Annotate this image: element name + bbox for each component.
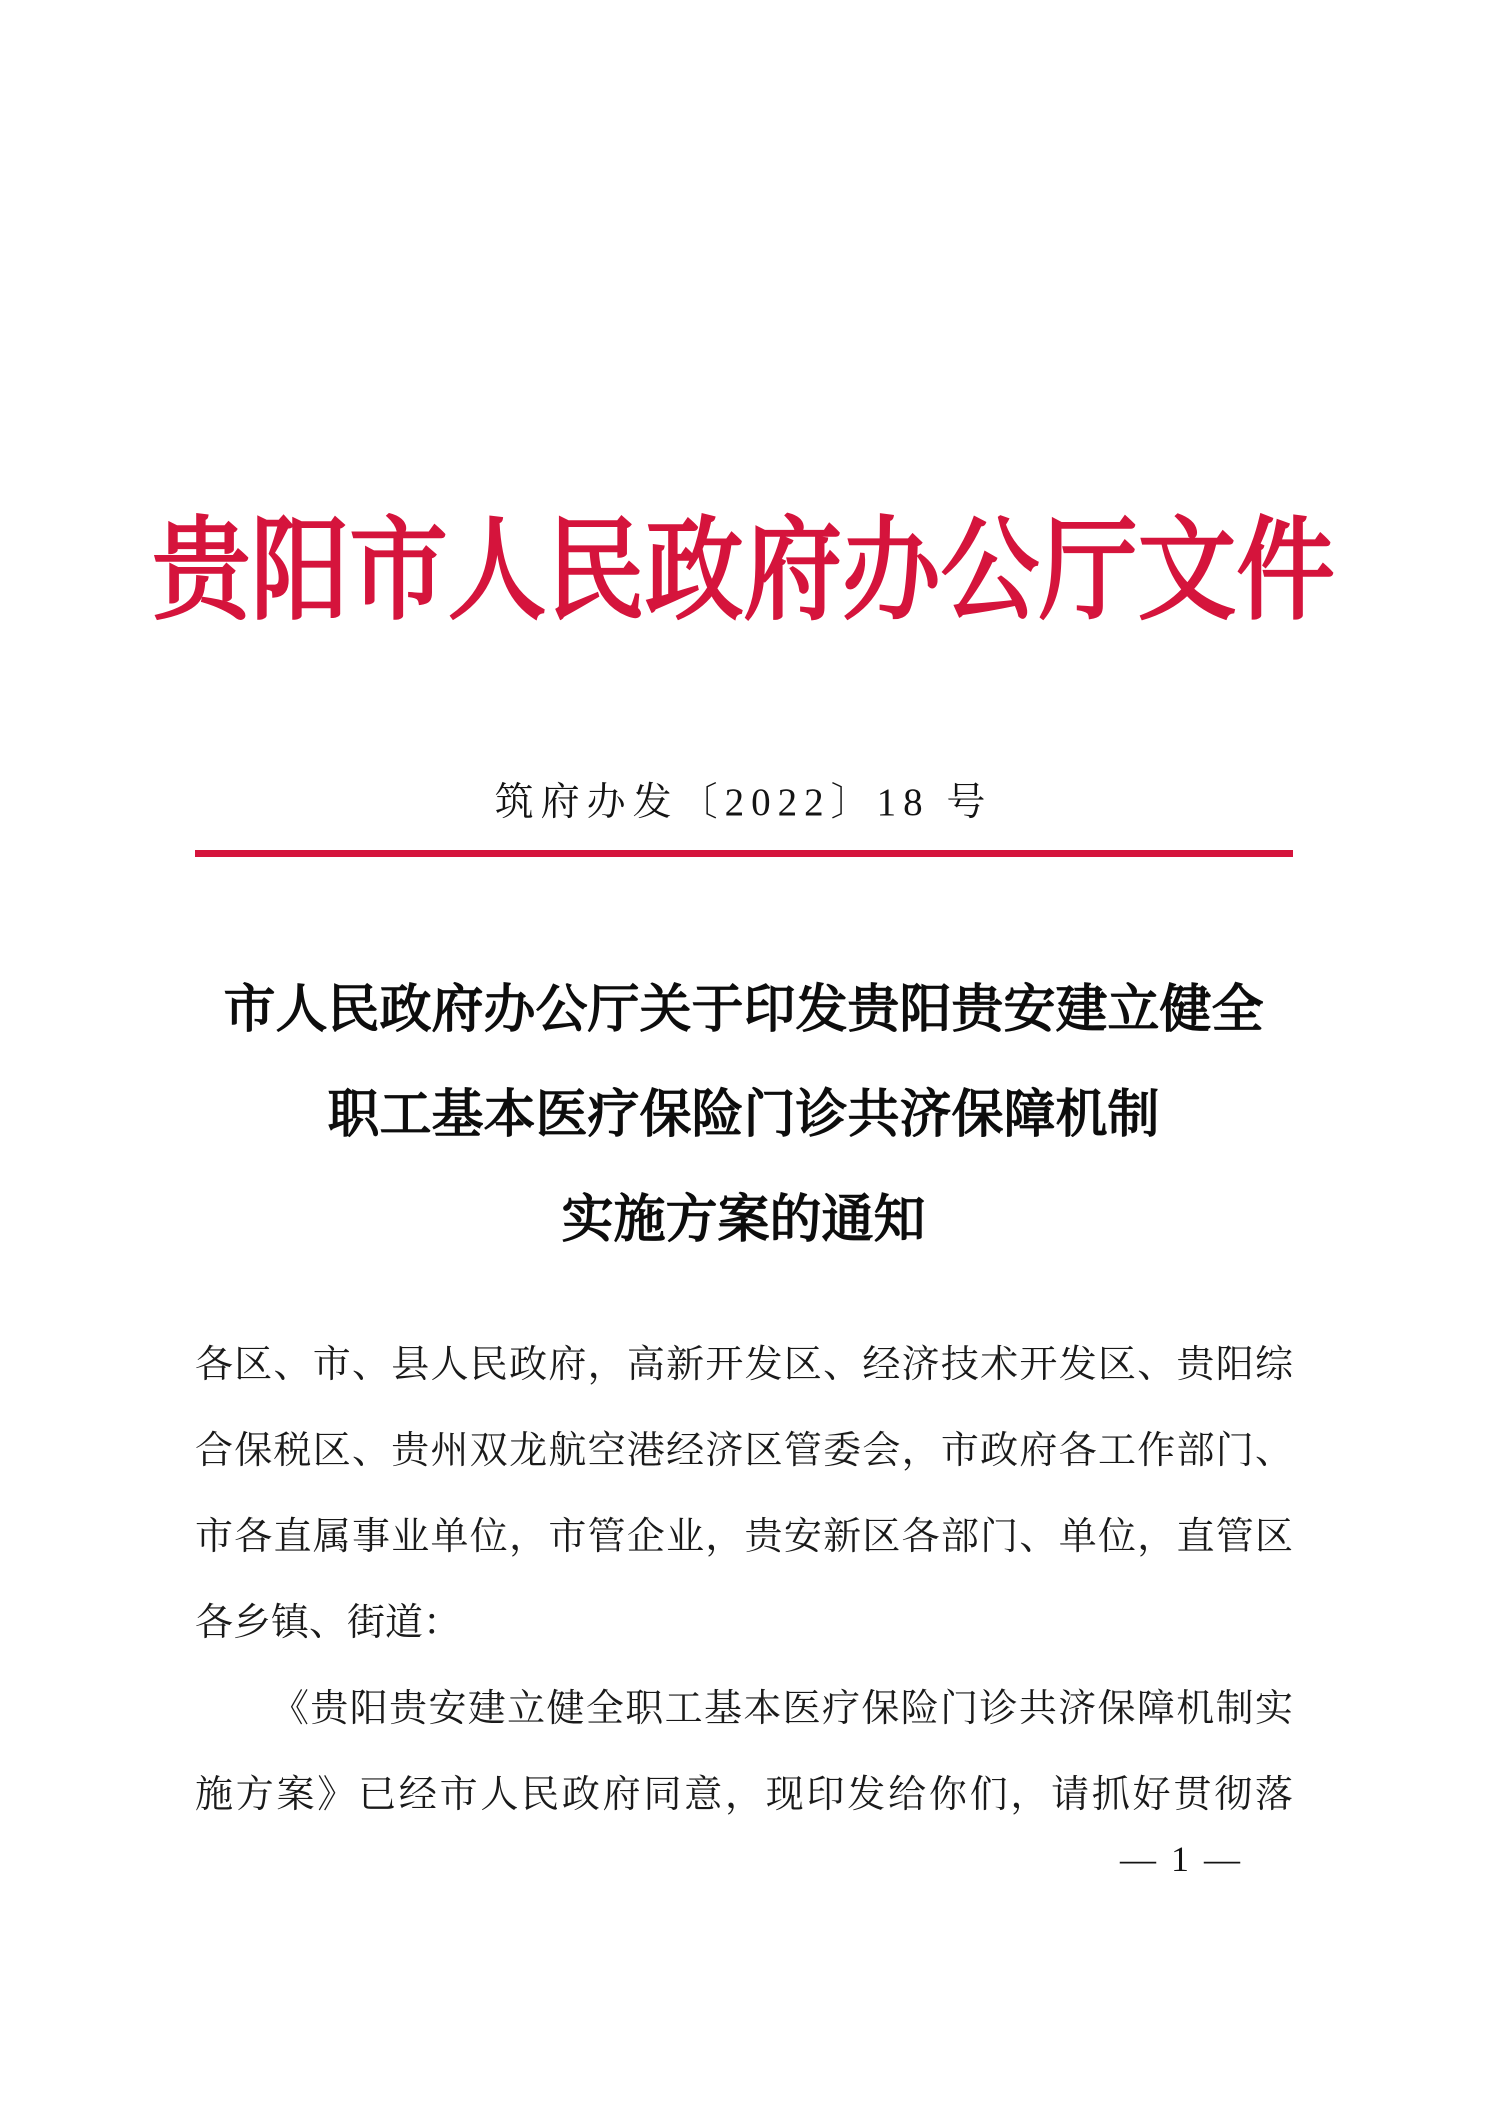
body-line-recipients-4: 各乡镇、街道： bbox=[195, 1602, 462, 1644]
letterhead-org-title: 贵阳市人民政府办公厅文件 bbox=[152, 510, 1335, 634]
document-title-line-1: 市人民政府办公厅关于印发贵阳贵安建立健全 bbox=[223, 982, 1264, 1039]
body-line-recipients-1: 各区、市、县人民政府，高新开发区、经济技术开发区、贵阳综 bbox=[195, 1344, 1293, 1386]
document-title-line-2: 职工基本医疗保险门诊共济保障机制 bbox=[327, 1087, 1160, 1144]
document-number: 筑府办发〔2022〕18 号 bbox=[494, 781, 993, 824]
page-number: — 1 — bbox=[1120, 1839, 1243, 1879]
body-line-recipients-2: 合保税区、贵州双龙航空港经济区管委会，市政府各工作部门、 bbox=[195, 1430, 1293, 1472]
letterhead-divider-rule bbox=[195, 850, 1293, 857]
document-body bbox=[195, 1322, 1293, 1838]
document-title-line-3: 实施方案的通知 bbox=[561, 1192, 926, 1249]
body-line-recipients-3: 市各直属事业单位，市管企业，贵安新区各部门、单位，直管区 bbox=[195, 1516, 1293, 1558]
document-title bbox=[0, 958, 1487, 1273]
body-line-paragraph-2: 施方案》已经市人民政府同意，现印发给你们，请抓好贯彻落 bbox=[195, 1774, 1293, 1816]
body-line-paragraph-1: 《贵阳贵安建立健全职工基本医疗保险门诊共济保障机制实 bbox=[271, 1688, 1293, 1730]
